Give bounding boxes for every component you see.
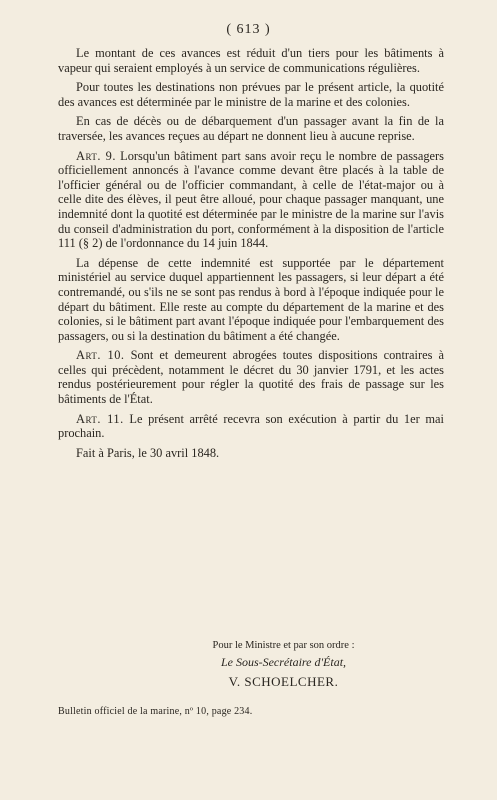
paragraph-text: Pour toutes les destinations non prévues par le présent article, la quotité des avances est déterminée par le ministre de la marine et des colonies. [58,80,444,109]
paragraph-text: Sont et demeurent abrogées toutes dispositions contraires à celles qui précèdent, notamment le décret du 30 janvier 1791, et les actes rendus postérieurement pour régler la quotité des frais de passage sur les bâtiments de l'État. [58,348,444,407]
paragraph-avances-vapeur [58,46,444,75]
signature-order-line: Pour le Ministre et par son ordre : [212,640,355,651]
article-label: Art. 10. [76,348,125,363]
paragraph-text: Lorsqu'un bâtiment part sans avoir reçu le nombre de passagers officiellement annoncés à l'avance comme devant être placés à la table de l'officier général ou de l'officier commandant, à celle de l'état-major ou à celle dite des élèves, il peut être alloué, pour chaque passager manquant, une indemnité dont la quotité est déterminée par le ministre de la marine sur l'avis du conseil d'administration du port, conformément à la disposition de l'article 111 (§ 2) de l'ordonnance du 14 juin 1844. [58,148,444,251]
signature-name: V. SCHOELCHER. [228,674,339,689]
article-label: Art. 9. [76,148,116,163]
paragraph-depense [58,256,444,344]
bulletin-reference: Bulletin officiel de la marine, nº 10, page 234. [58,706,253,717]
signature-block [0,640,497,690]
article-label: Art. 11. [76,411,124,426]
paragraph-text: Fait à Paris, le 30 avril 1848. [76,445,220,460]
paragraph-destinations [58,80,444,109]
paragraph-text: La dépense de cette indemnité est supportée par le département ministériel au service duquel appartiennent les passagers, si leur départ a été contremandé, ou s'ils ne se sont pas rendus à bord à l'époque indiquée pour le départ du bâtiment. Elle reste au compte du département de la marine et des colonies, si le bâtiment part avant l'époque indiquée pour l'embarquement des passagers, ou si la destination du bâtiment a été changée. [58,255,444,343]
article-11 [58,412,444,441]
article-10 [58,348,444,406]
paragraph-deces [58,114,444,143]
paragraph-fait-a-paris [58,446,444,461]
paragraph-text: Le présent arrêté recevra son exécution à partir du 1er mai prochain. [58,411,444,441]
paragraph-text: Le montant de ces avances est réduit d'un tiers pour les bâtiments à vapeur qui seraient employés à un service de communications régulières. [58,46,444,75]
article-9 [58,149,444,251]
signature-title: Le Sous-Secrétaire d'État, [220,655,347,669]
paragraph-text: En cas de décès ou de débarquement d'un passager avant la fin de la traversée, les avances reçues au départ ne donnent lieu à aucune reprise. [58,114,444,143]
page-number: ( 613 ) [226,22,271,37]
body-text [58,46,444,465]
